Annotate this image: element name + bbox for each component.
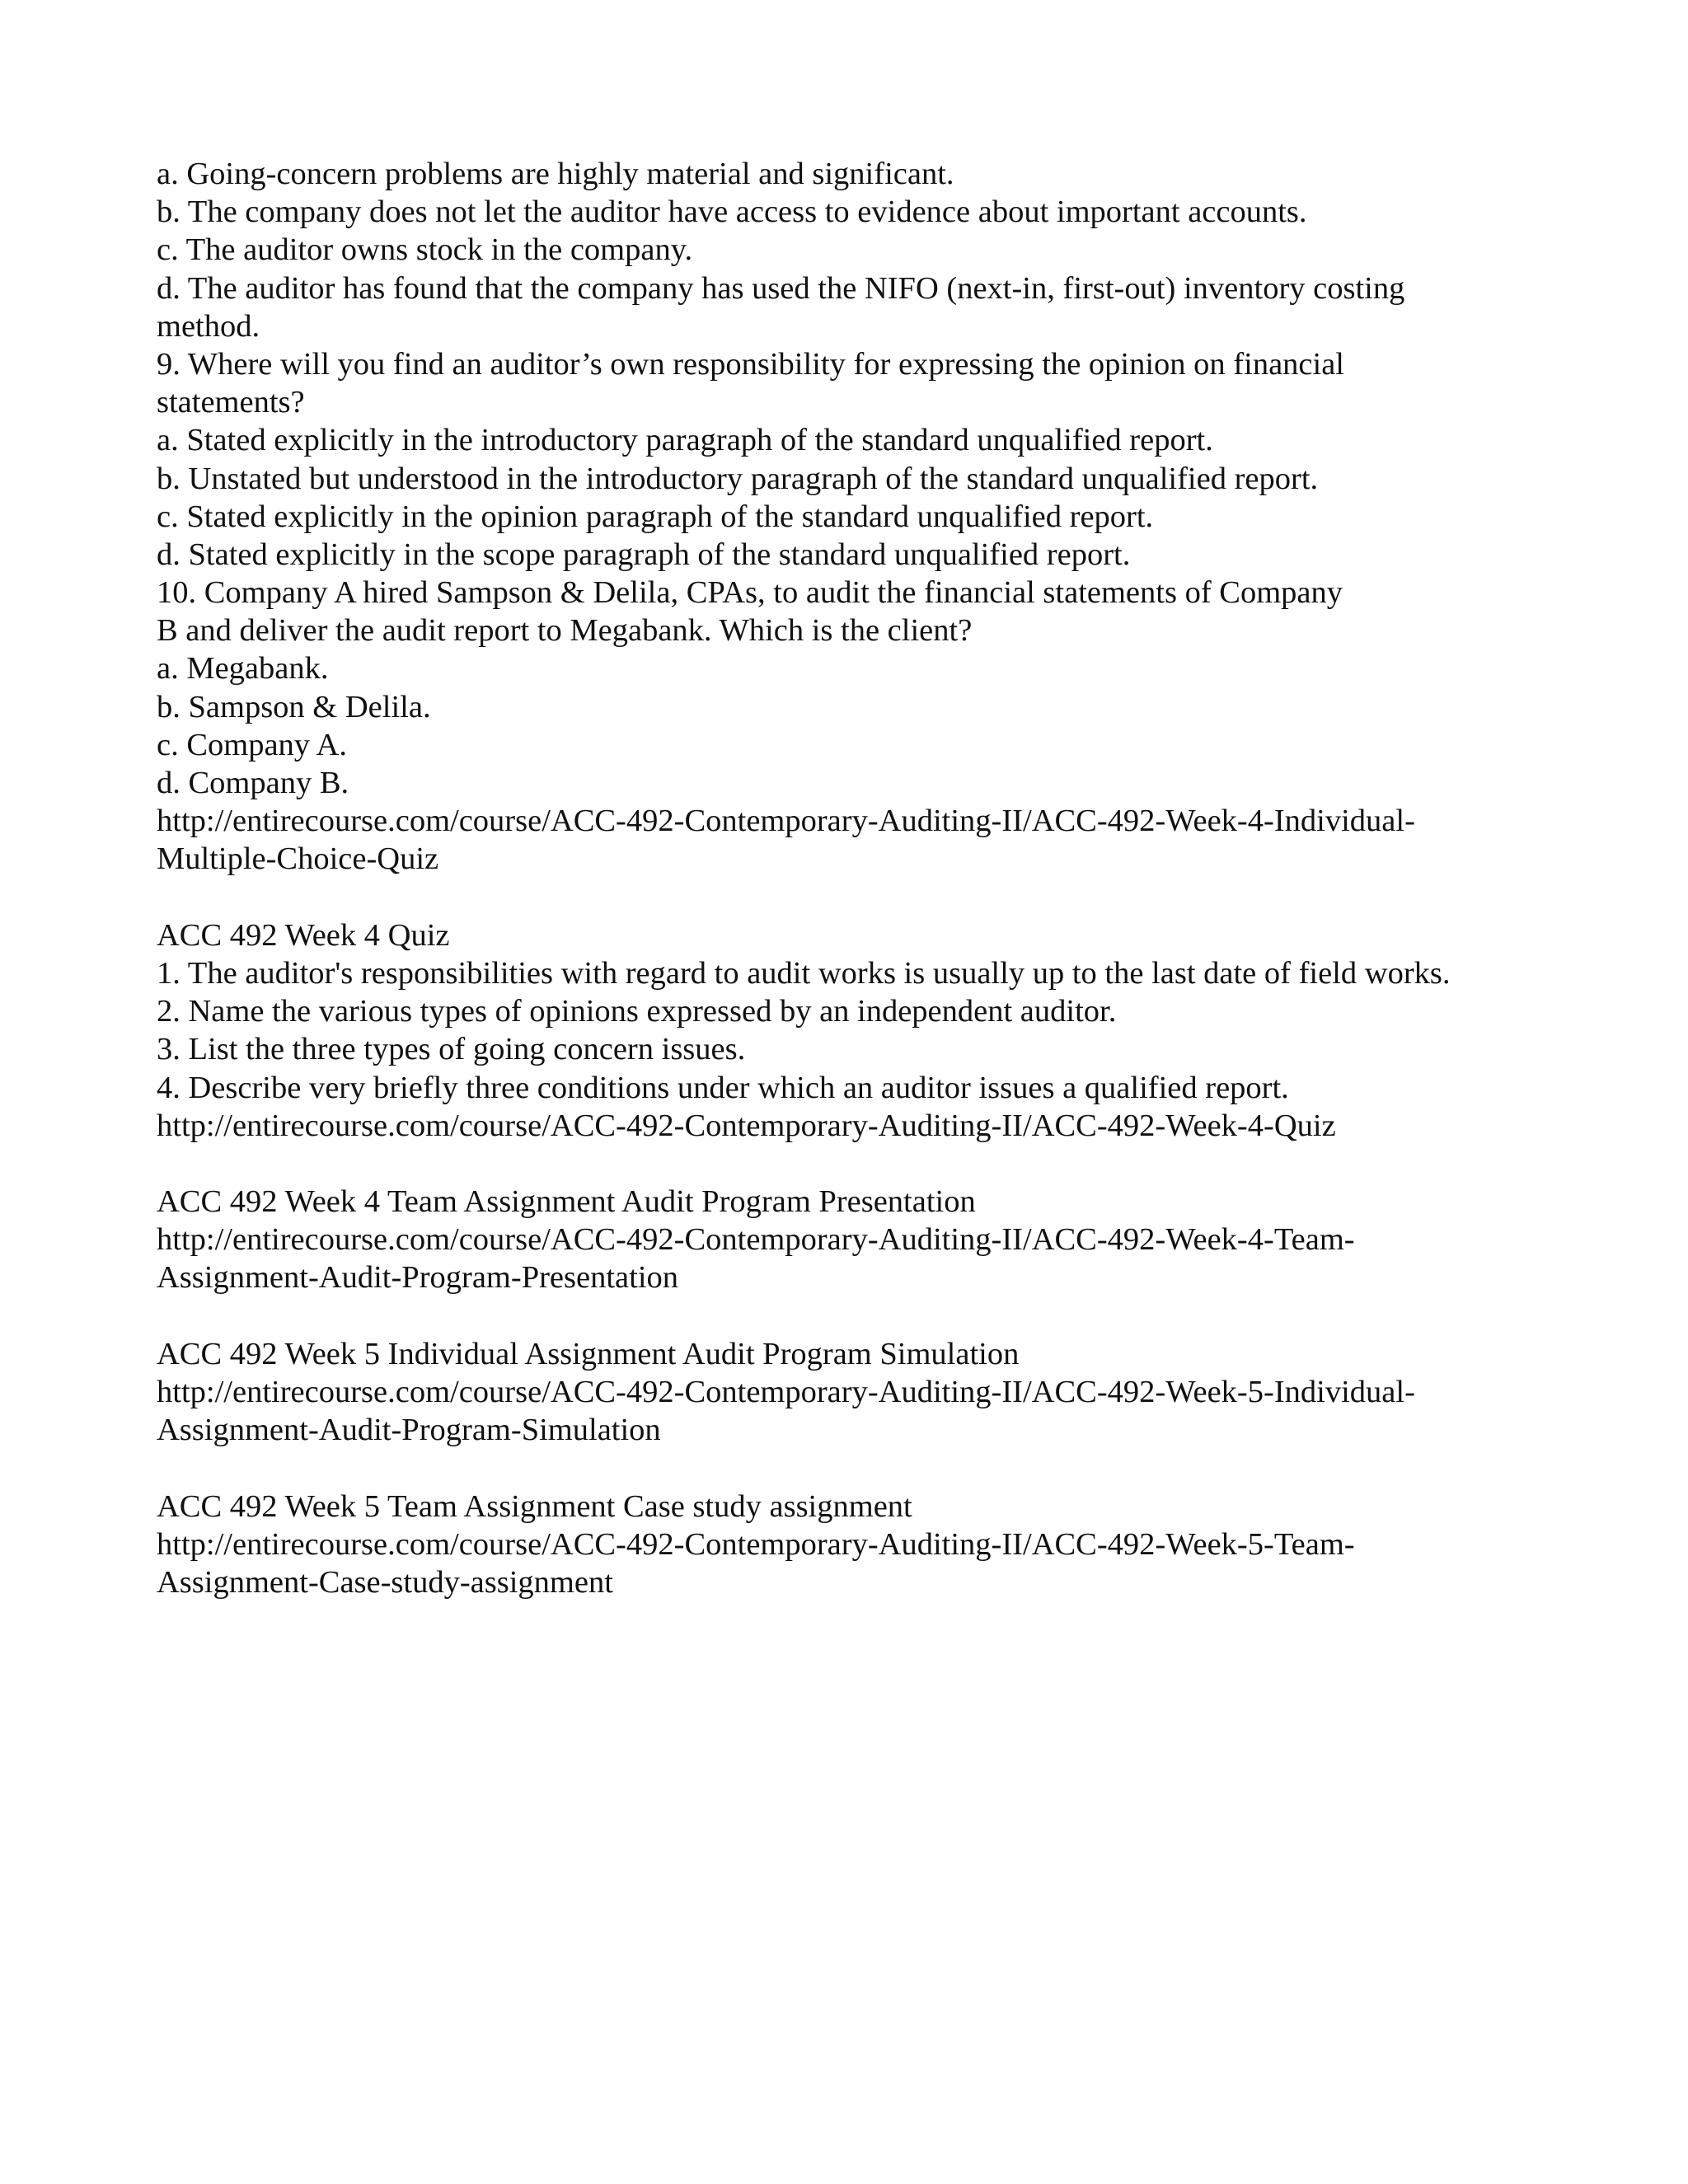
url-line: Multiple-Choice-Quiz xyxy=(157,841,439,877)
q9-option-b: b. Unstated but understood in the introductory paragraph of the standard unqualified report. xyxy=(157,461,1319,496)
question-10 xyxy=(157,574,1525,802)
question-9 xyxy=(157,345,1525,574)
q8-option-b: b. The company does not let the auditor have access to evidence about important accounts. xyxy=(157,194,1307,230)
url-line: http://entirecourse.com/course/ACC-492-Contemporary-Auditing-II/ACC-492-Week-5-Team- xyxy=(157,1526,1355,1562)
section-title: ACC 492 Week 4 Team Assignment Audit Program Presentation xyxy=(157,1184,976,1220)
url-line: Assignment-Audit-Program-Presentation xyxy=(157,1260,679,1296)
blank-line xyxy=(157,1145,1525,1183)
q10-option-b: b. Sampson & Delila. xyxy=(157,689,431,724)
q10-option-d: d. Company B. xyxy=(157,766,349,800)
quiz-item: 3. List the three types of going concern issues. xyxy=(157,1032,746,1067)
q10-question-line: B and deliver the audit report to Megabank. Which is the client? xyxy=(157,613,973,649)
q8-option-a: a. Going-concern problems are highly material and significant. xyxy=(157,157,954,191)
q9-option-c: c. Stated explicitly in the opinion paragraph of the standard unqualified report. xyxy=(157,499,1154,534)
week5-individual-section xyxy=(157,1335,1525,1450)
blank-line xyxy=(157,1449,1525,1487)
q10-option-a: a. Megabank. xyxy=(157,651,329,687)
section-title: ACC 492 Week 5 Team Assignment Case study assignment xyxy=(157,1488,912,1524)
section-title: ACC 492 Week 5 Individual Assignment Audit Program Simulation xyxy=(157,1336,1020,1371)
url-line: Assignment-Case-study-assignment xyxy=(157,1564,613,1600)
url-line: http://entirecourse.com/course/ACC-492-Contemporary-Auditing-II/ACC-492-Week-4-Individual- xyxy=(157,804,1415,839)
blank-line xyxy=(157,1297,1525,1335)
q8-option-d-continued: method. xyxy=(157,308,260,344)
question-8-options xyxy=(157,155,1525,345)
week5-team-section xyxy=(157,1488,1525,1602)
q8-option-c: c. The auditor owns stock in the company. xyxy=(157,232,693,268)
document-body xyxy=(157,155,1525,1601)
week4-quiz-section xyxy=(157,916,1525,1145)
quiz-item: 2. Name the various types of opinions expressed by an independent auditor. xyxy=(157,994,1117,1029)
mcq-url xyxy=(157,802,1525,878)
q10-option-c: c. Company A. xyxy=(157,727,347,762)
section-title: ACC 492 Week 4 Quiz xyxy=(157,917,450,953)
quiz-item: 1. The auditor's responsibilities with regard to audit works is usually up to the last date of field works. xyxy=(157,955,1451,991)
url-line: Assignment-Audit-Program-Simulation xyxy=(157,1413,661,1448)
q10-question-line: 10. Company A hired Sampson & Delila, CPAs, to audit the financial statements of Company xyxy=(157,575,1343,611)
week4-team-section xyxy=(157,1183,1525,1297)
url-line: http://entirecourse.com/course/ACC-492-Contemporary-Auditing-II/ACC-492-Week-4-Team- xyxy=(157,1222,1355,1258)
q9-question-line: 9. Where will you find an auditor’s own responsibility for expressing the opinion on financial xyxy=(157,346,1344,382)
quiz-item: 4. Describe very briefly three conditions under which an auditor issues a qualified report. xyxy=(157,1070,1289,1105)
url-line: http://entirecourse.com/course/ACC-492-Contemporary-Auditing-II/ACC-492-Week-5-Individual- xyxy=(157,1375,1415,1409)
q9-option-d: d. Stated explicitly in the scope paragraph of the standard unqualified report. xyxy=(157,537,1131,572)
q8-option-d: d. The auditor has found that the company has used the NIFO (next-in, first-out) inventory costing xyxy=(157,270,1405,306)
q9-question-line: statements? xyxy=(157,385,305,420)
q9-option-a: a. Stated explicitly in the introductory paragraph of the standard unqualified report. xyxy=(157,423,1213,458)
url-line: http://entirecourse.com/course/ACC-492-Contemporary-Auditing-II/ACC-492-Week-4-Quiz xyxy=(157,1108,1336,1143)
blank-line xyxy=(157,879,1525,916)
